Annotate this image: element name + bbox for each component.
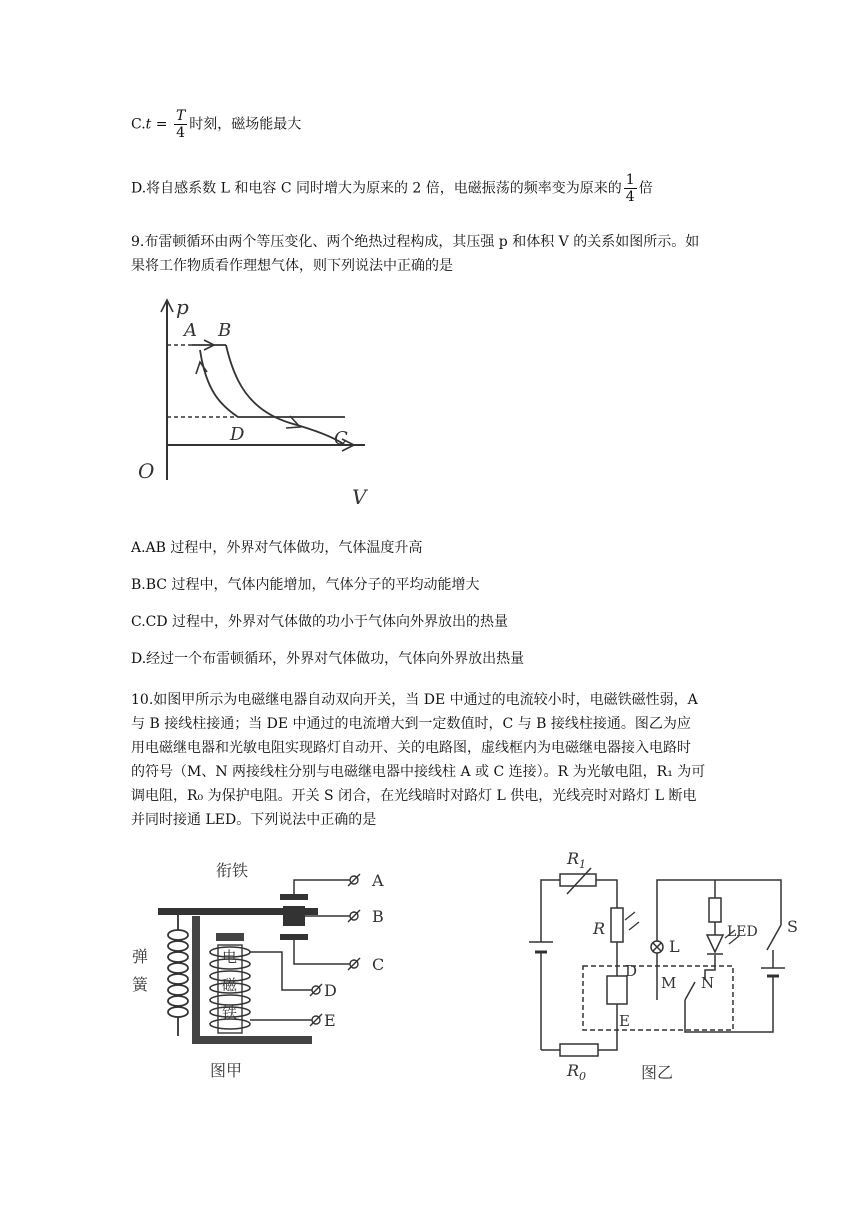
point-c-label: C (334, 428, 348, 449)
d-label: D (625, 962, 638, 980)
frame-post (192, 916, 200, 1044)
resistor-r0 (560, 1044, 598, 1056)
point-d-label: D (230, 424, 245, 445)
terminal-c-label: C (372, 955, 385, 974)
r1-label: $R_1$ (567, 849, 587, 871)
q9-option-b: B.BC 过程中，气体内能增加，气体分子的平均动能增大 (131, 577, 480, 593)
point-b-label: B (218, 320, 232, 341)
resistor-r (611, 908, 623, 942)
terminal-a-label: A (372, 871, 384, 890)
magnet-label-2: 磁 (222, 976, 238, 994)
q9-pv-diagram (130, 290, 390, 515)
resistor-r1 (560, 874, 596, 886)
q8-option-c-text: 时刻，磁场能最大 (189, 116, 302, 133)
q9-stem-line: 9.布雷顿循环由两个等压变化、两个绝热过程构成，其压强 p 和体积 V 的关系如图所示。如 (131, 234, 700, 250)
q8-option-c-fraction (174, 108, 187, 141)
q10-stem-line: 用电磁继电器和光敏电阻实现路灯自动开、关的电路图，虚线框内为电磁继电器接入电路时 (131, 740, 691, 756)
fraction-denominator: 4 (176, 125, 186, 141)
wire-left-top (541, 880, 560, 900)
terminal-b-label: B (372, 907, 384, 926)
fig-yi-caption: 图乙 (641, 1063, 674, 1082)
resistor-led-series (709, 898, 721, 922)
fraction-numerator: 1 (625, 172, 635, 188)
battery-left-icon (529, 942, 553, 952)
m-label: M (661, 974, 677, 992)
switch-s (767, 925, 781, 950)
q10-stem (131, 688, 729, 832)
armature-label: 衔铁 (216, 861, 249, 880)
wire-r1-right (596, 880, 617, 908)
wire-r0-right (598, 1004, 617, 1050)
light-arrows-icon (625, 912, 639, 930)
origin-label: O (138, 459, 155, 483)
q9-option-a: A.AB 过程中，外界对气体做功，气体温度升高 (131, 540, 423, 556)
e-label: E (619, 1012, 630, 1030)
relay-contact-lever (685, 982, 695, 1000)
v-axis-label: V (352, 485, 367, 509)
r0-label: $R_0$ (567, 1061, 587, 1083)
point-a-label: A (184, 320, 197, 341)
contact-lower-plate (280, 934, 308, 940)
s-label: S (787, 917, 798, 936)
q10-stem-line: 调电阻，R₀ 为保护电阻。开关 S 闭合，在光线暗时对路灯 L 供电，光线亮时对路灯 L 断电 (131, 788, 697, 804)
l-label: L (669, 937, 680, 956)
q8-option-d-text: D.将自感系数 L 和电容 C 同时增大为原来的 2 倍，电磁振荡的频率变为原来的 (131, 180, 622, 197)
led-label: LED (727, 924, 758, 940)
fraction-denominator: 4 (625, 189, 635, 205)
battery-right-icon (761, 968, 785, 988)
spring-label-2: 簧 (132, 975, 149, 994)
relay-coil (607, 976, 627, 1004)
magnet-top-plate (216, 933, 244, 941)
q9-option-d: D.经过一个布雷顿循环，外界对气体做功，气体向外界放出热量 (131, 651, 525, 667)
q8-option-d (131, 172, 653, 205)
q10-stem-line: 并同时接通 LED。下列说法中正确的是 (131, 812, 377, 828)
q8-option-d-fraction (624, 172, 637, 205)
q9-stem-line: 果将工作物质看作理想气体，则下列说法中正确的是 (131, 258, 453, 274)
led-diode-icon (707, 935, 723, 952)
wire-c (294, 940, 350, 964)
wire-battery-bottom (685, 988, 773, 1032)
contact-upper-plate (280, 894, 308, 900)
frame-base (192, 1036, 312, 1044)
q9-stem (131, 230, 729, 278)
spring-label-1: 弹 (132, 947, 149, 966)
q8-option-d-suffix: 倍 (638, 180, 653, 197)
fig-jia-caption: 图甲 (210, 1061, 243, 1080)
wire-a (294, 880, 350, 894)
magnet-label-3: 铁 (222, 1004, 238, 1022)
q8-option-c-var: t (145, 116, 152, 133)
terminal-d-label: D (324, 981, 337, 1000)
q10-stem-line: 的符号（M、N 两接线柱分别与电磁继电器中接线柱 A 或 C 连接）。R 为光敏电阻，R₁ 为可 (131, 764, 706, 780)
terminal-icons (310, 874, 360, 1026)
fraction-numerator: T (175, 108, 186, 124)
q9-option-c: C.CD 过程中，外界对气体做的功小于气体向外界放出的热量 (131, 614, 509, 630)
fig-jia-relay (130, 850, 410, 1090)
q10-stem-line: 与 B 接线柱接通；当 DE 中通过的电流增大到一定数值时，C 与 B 接线柱接通。图乙为应 (131, 716, 691, 732)
n-label: N (701, 974, 715, 992)
q8-option-c-prefix: C. (131, 116, 146, 133)
terminal-e-label: E (324, 1011, 336, 1030)
magnet-label-1: 电 (222, 948, 238, 966)
contact-block (283, 906, 305, 926)
r-label: R (593, 919, 606, 938)
fig-yi-circuit (505, 840, 805, 1090)
q8-option-c-eq: = (151, 116, 172, 133)
spring-icon (168, 915, 188, 1036)
p-axis-label: p (176, 295, 189, 319)
q8-option-c (131, 108, 301, 141)
process-da (200, 350, 238, 417)
wire-d (250, 952, 312, 990)
q10-stem-line: 10.如图甲所示为电磁继电器自动双向开关，当 DE 中通过的电流较小时，电磁铁磁性弱，A (131, 692, 698, 708)
